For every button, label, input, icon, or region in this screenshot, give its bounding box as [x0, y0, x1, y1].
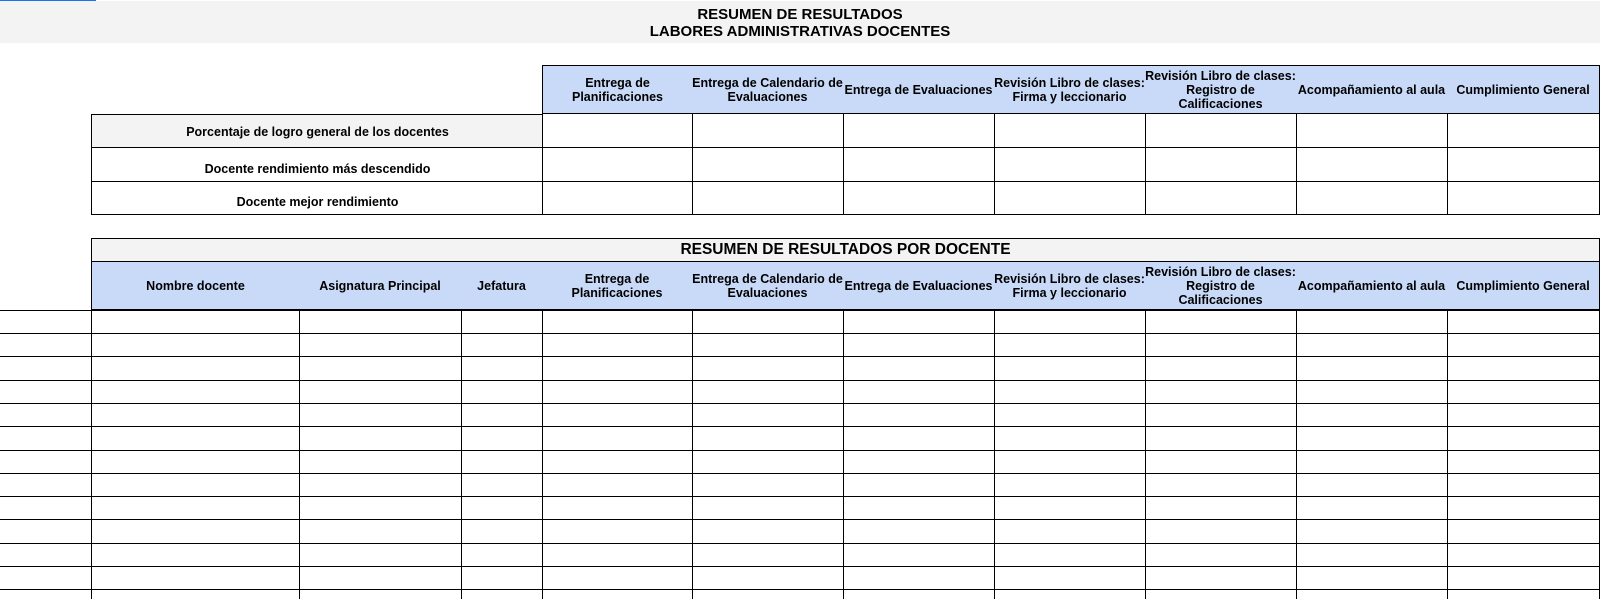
teacher-grid-line — [542, 310, 543, 599]
report-title: RESUMEN DE RESULTADOS — [697, 6, 903, 23]
summary-header-acompanamiento[interactable]: Acompañamiento al aula — [1296, 65, 1448, 114]
teacher-grid-line — [91, 310, 92, 599]
header-asignatura[interactable]: Asignatura Principal — [299, 261, 462, 310]
header-firma[interactable]: Revisión Libro de clases: Firma y leccionario — [994, 261, 1146, 310]
table-row — [0, 426, 1600, 427]
teacher-grid-line — [461, 310, 462, 599]
summary-header-calendario[interactable]: Entrega de Calendario de Evaluaciones — [692, 65, 844, 114]
teacher-grid-line — [692, 310, 693, 599]
header-calificaciones[interactable]: Revisión Libro de clases: Registro de Calificaciones — [1145, 261, 1297, 310]
summary-grid-line — [1447, 114, 1448, 215]
summary-row-descendido[interactable]: Docente rendimiento más descendido — [91, 148, 543, 181]
table-row — [0, 566, 1600, 567]
table-row — [0, 356, 1600, 357]
table-row — [0, 473, 1600, 474]
table-row — [0, 310, 1600, 311]
table-row — [0, 450, 1600, 451]
summary-row-mejor[interactable]: Docente mejor rendimiento — [91, 181, 543, 214]
table-row — [0, 519, 1600, 520]
summary-grid-line — [91, 214, 1600, 215]
summary-header-firma[interactable]: Revisión Libro de clases: Firma y leccionario — [994, 65, 1146, 114]
header-planificaciones[interactable]: Entrega de Planificaciones — [542, 261, 693, 310]
teacher-grid-line — [1447, 310, 1448, 599]
summary-header-planificaciones[interactable]: Entrega de Planificaciones — [542, 65, 693, 114]
table-row — [0, 333, 1600, 334]
teacher-grid-line — [299, 310, 300, 599]
header-evaluaciones[interactable]: Entrega de Evaluaciones — [843, 261, 995, 310]
summary-grid-line — [542, 114, 543, 215]
header-acompanamiento[interactable]: Acompañamiento al aula — [1296, 261, 1448, 310]
table-row — [0, 496, 1600, 497]
summary-grid-line — [994, 114, 995, 215]
report-subtitle: LABORES ADMINISTRATIVAS DOCENTES — [649, 23, 951, 40]
teacher-grid-line — [843, 310, 844, 599]
teacher-grid-line — [1145, 310, 1146, 599]
header-nombre-docente[interactable]: Nombre docente — [91, 261, 300, 310]
summary-grid-line — [692, 114, 693, 215]
table-row — [0, 543, 1600, 544]
summary-header-cumplimiento[interactable]: Cumplimiento General — [1447, 65, 1600, 114]
summary-grid-line — [843, 114, 844, 215]
summary-grid-line — [1296, 114, 1297, 215]
summary-grid-line — [91, 147, 1600, 148]
table-row — [0, 403, 1600, 404]
header-cumplimiento[interactable]: Cumplimiento General — [1447, 261, 1600, 310]
summary-grid-line — [91, 181, 1600, 182]
summary-grid-line — [1145, 114, 1146, 215]
per-teacher-title[interactable]: RESUMEN DE RESULTADOS POR DOCENTE — [91, 238, 1600, 262]
table-row — [0, 380, 1600, 381]
header-calendario[interactable]: Entrega de Calendario de Evaluaciones — [692, 261, 844, 310]
summary-header-calificaciones[interactable]: Revisión Libro de clases: Registro de Calificaciones — [1145, 65, 1297, 114]
table-row — [0, 589, 1600, 590]
summary-row-porcentaje[interactable]: Porcentaje de logro general de los docentes — [91, 114, 543, 148]
teacher-grid-line — [1296, 310, 1297, 599]
teacher-grid-line — [994, 310, 995, 599]
header-jefatura[interactable]: Jefatura — [461, 261, 543, 310]
summary-header-evaluaciones[interactable]: Entrega de Evaluaciones — [843, 65, 995, 114]
